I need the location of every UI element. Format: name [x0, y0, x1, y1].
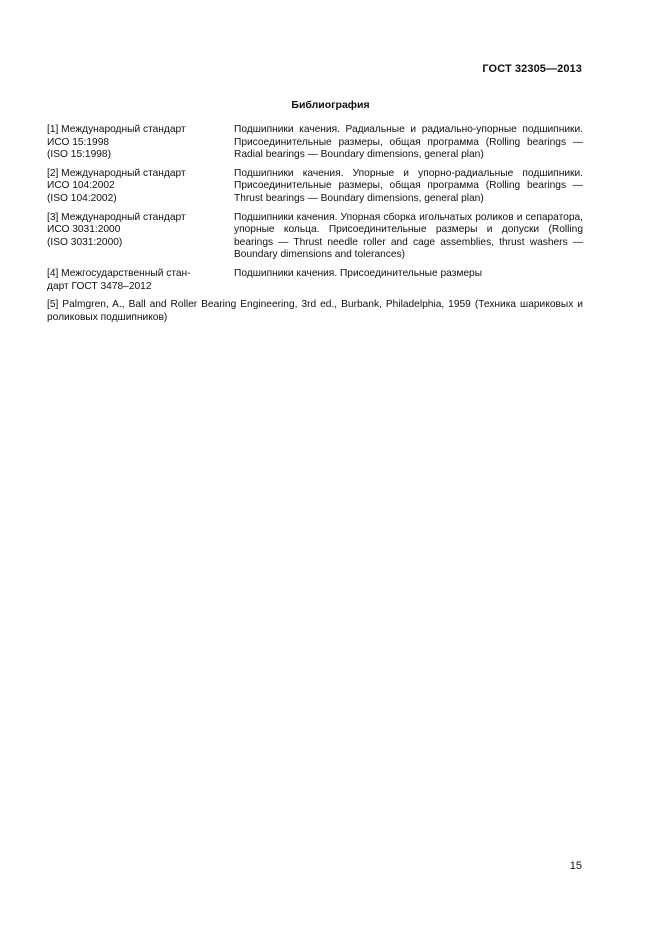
entry-reference [47, 212, 234, 262]
reference-line: [4] Межгосударственный стан- [47, 267, 191, 279]
entry-reference [47, 268, 234, 293]
entry-description: Подшипники качения. Упорные и упорно-радиальные подшипники. Присоединительные размеры, общая программа (Rolling bearings — Thrust bearings — Boundary dimensions, general plan) [234, 167, 583, 204]
page-number: 15 [569, 860, 582, 872]
bibliography-entry [47, 168, 583, 206]
bibliography-entry [47, 124, 583, 162]
reference-line: дарт ГОСТ 3478–2012 [47, 280, 152, 292]
reference-line: ИСО 3031:2000 [47, 224, 121, 236]
reference-line: (ISO 104:2002) [47, 192, 117, 204]
entry-description: Подшипники качения. Упорная сборка игольчатых роликов и сепаратора, упорные кольца. Присоединительные размеры и допуски (Rolling bearings — Thrust needle roller and cage assemblies, thrust washers — Boundary dimensions and tolerances) [234, 211, 583, 261]
document-code: ГОСТ 32305—2013 [482, 63, 582, 75]
reference-line: [3] Международный стандарт [47, 211, 186, 223]
bibliography-entry-full-width: [5] Palmgren, A., Ball and Roller Bearing Engineering, 3rd ed., Burbank, Philadelphia, 1959 (Техника шариковых и роликовых подшипников) [47, 299, 583, 323]
reference-line: ИСО 104:2002 [47, 180, 115, 192]
reference-line: ИСО 15:1998 [47, 136, 110, 148]
bibliography-list [47, 124, 583, 330]
reference-line: [2] Международный стандарт [47, 167, 186, 179]
entry-description: Подшипники качения. Радиальные и радиально-упорные подшипники. Присоединительные размеры, общая программа (Rolling bearings — Radial bearings — Boundary dimensions, general plan) [234, 124, 583, 161]
bibliography-title: Библиография [291, 99, 370, 111]
reference-line: [1] Международный стандарт [47, 124, 186, 135]
reference-line: (ISO 15:1998) [47, 149, 111, 161]
entry-description: Подшипники качения. Присоединительные размеры [234, 267, 483, 279]
bibliography-entry [47, 212, 583, 262]
bibliography-entry [47, 268, 583, 293]
entry-reference [47, 124, 234, 162]
entry-reference [47, 168, 234, 206]
reference-line: (ISO 3031:2000) [47, 236, 123, 248]
